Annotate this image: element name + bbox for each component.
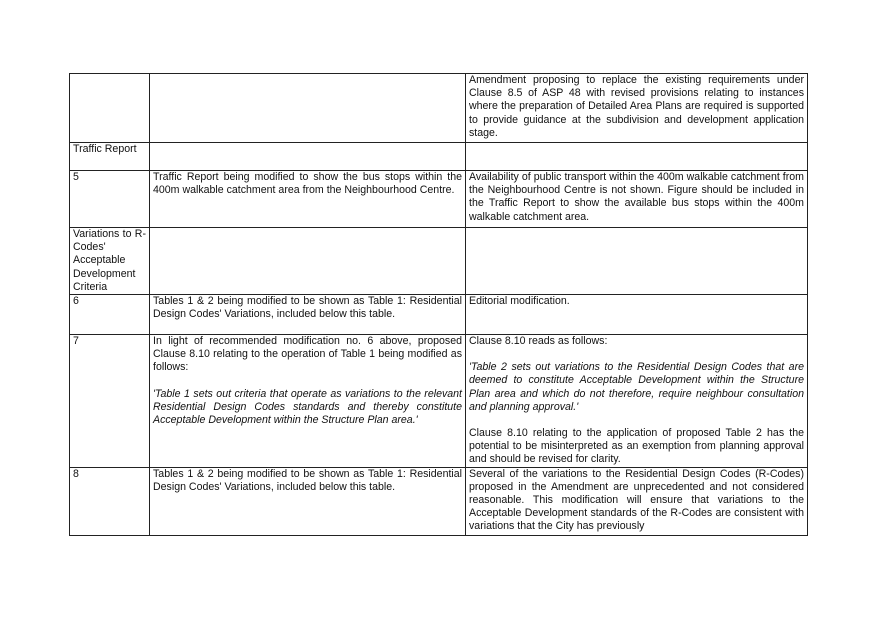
- cell-item: [70, 295, 150, 335]
- cell-reason: [466, 143, 808, 171]
- cell-quote: 'Table 1 sets out criteria that operate as variations to the relevant Residential Design Codes standards and thereby constitute Acceptable Development within the Structure Plan area.': [153, 387, 462, 427]
- table-row: [70, 143, 808, 171]
- cell-text: Variations to R-Codes' Acceptable Development Criteria: [73, 228, 146, 293]
- cell-text: Availability of public transport within the 400m walkable catchment from the Neighbourhood Centre is not shown. Figure should be included in the Traffic Report to show the available bus stops within the 400m walkable catchment area.: [469, 171, 804, 223]
- cell-modification: [150, 74, 466, 143]
- cell-item: [70, 467, 150, 535]
- table-row: [70, 74, 808, 143]
- table-row: [70, 171, 808, 228]
- cell-modification: [150, 228, 466, 295]
- cell-text: Tables 1 & 2 being modified to be shown as Table 1: Residential Design Codes' Variations, included below this table.: [153, 295, 462, 321]
- cell-reason: [466, 335, 808, 468]
- cell-item: [70, 171, 150, 228]
- cell-section-heading: [70, 143, 150, 171]
- cell-quote: 'Table 2 sets out variations to the Residential Design Codes that are deemed to constitute Acceptable Development within the Structure Plan area and which do not therefore, require neighbour consultation and planning approval.': [469, 361, 804, 413]
- cell-reason: [466, 295, 808, 335]
- cell-text: Amendment proposing to replace the existing requirements under Clause 8.5 of ASP 48 with revised provisions relating to instances where the preparation of Detailed Area Plans are required is supported to provide guidance at the subdivision and development application stage.: [469, 74, 804, 139]
- cell-text: 6: [73, 295, 79, 308]
- cell-text: 7: [73, 335, 79, 348]
- cell-modification: [150, 295, 466, 335]
- cell-reason: [466, 74, 808, 143]
- cell-reason: [466, 228, 808, 295]
- cell-modification: [150, 143, 466, 171]
- cell-text: Clause 8.10 reads as follows:: [469, 335, 608, 348]
- cell-text: Traffic Report being modified to show the bus stops within the 400m walkable catchment area from the Neighbourhood Centre.: [153, 171, 462, 197]
- cell-text: In light of recommended modification no. 6 above, proposed Clause 8.10 relating to the operation of Table 1 being modified as follows:: [153, 335, 462, 374]
- cell-section-heading: [70, 228, 150, 295]
- table-row: [70, 295, 808, 335]
- cell-text: Traffic Report: [73, 143, 137, 155]
- cell-text: 5: [73, 171, 79, 183]
- cell-text: Tables 1 & 2 being modified to be shown as Table 1: Residential Design Codes' Variations, included below this table.: [153, 467, 462, 493]
- cell-reason: [466, 171, 808, 228]
- cell-reason: [466, 467, 808, 535]
- modifications-table: [69, 73, 808, 536]
- cell-text: Editorial modification.: [469, 295, 570, 308]
- cell-text: 8: [73, 467, 79, 480]
- cell-text: Clause 8.10 relating to the application of proposed Table 2 has the potential to be misinterpreted as an exemption from planning approval and should be revised for clarity.: [469, 427, 804, 466]
- cell-modification: [150, 335, 466, 468]
- table-row: [70, 335, 808, 468]
- cell-text: Several of the variations to the Residential Design Codes (R-Codes) proposed in the Amendment are unprecedented and not considered reasonable. This modification will ensure that variations to the Acceptable Development standards of the R-Codes are consistent with variations that the City has previously: [469, 467, 804, 533]
- table-row: [70, 228, 808, 295]
- table-row: [70, 467, 808, 535]
- cell-item: [70, 74, 150, 143]
- cell-modification: [150, 171, 466, 228]
- cell-modification: [150, 467, 466, 535]
- cell-item: [70, 335, 150, 468]
